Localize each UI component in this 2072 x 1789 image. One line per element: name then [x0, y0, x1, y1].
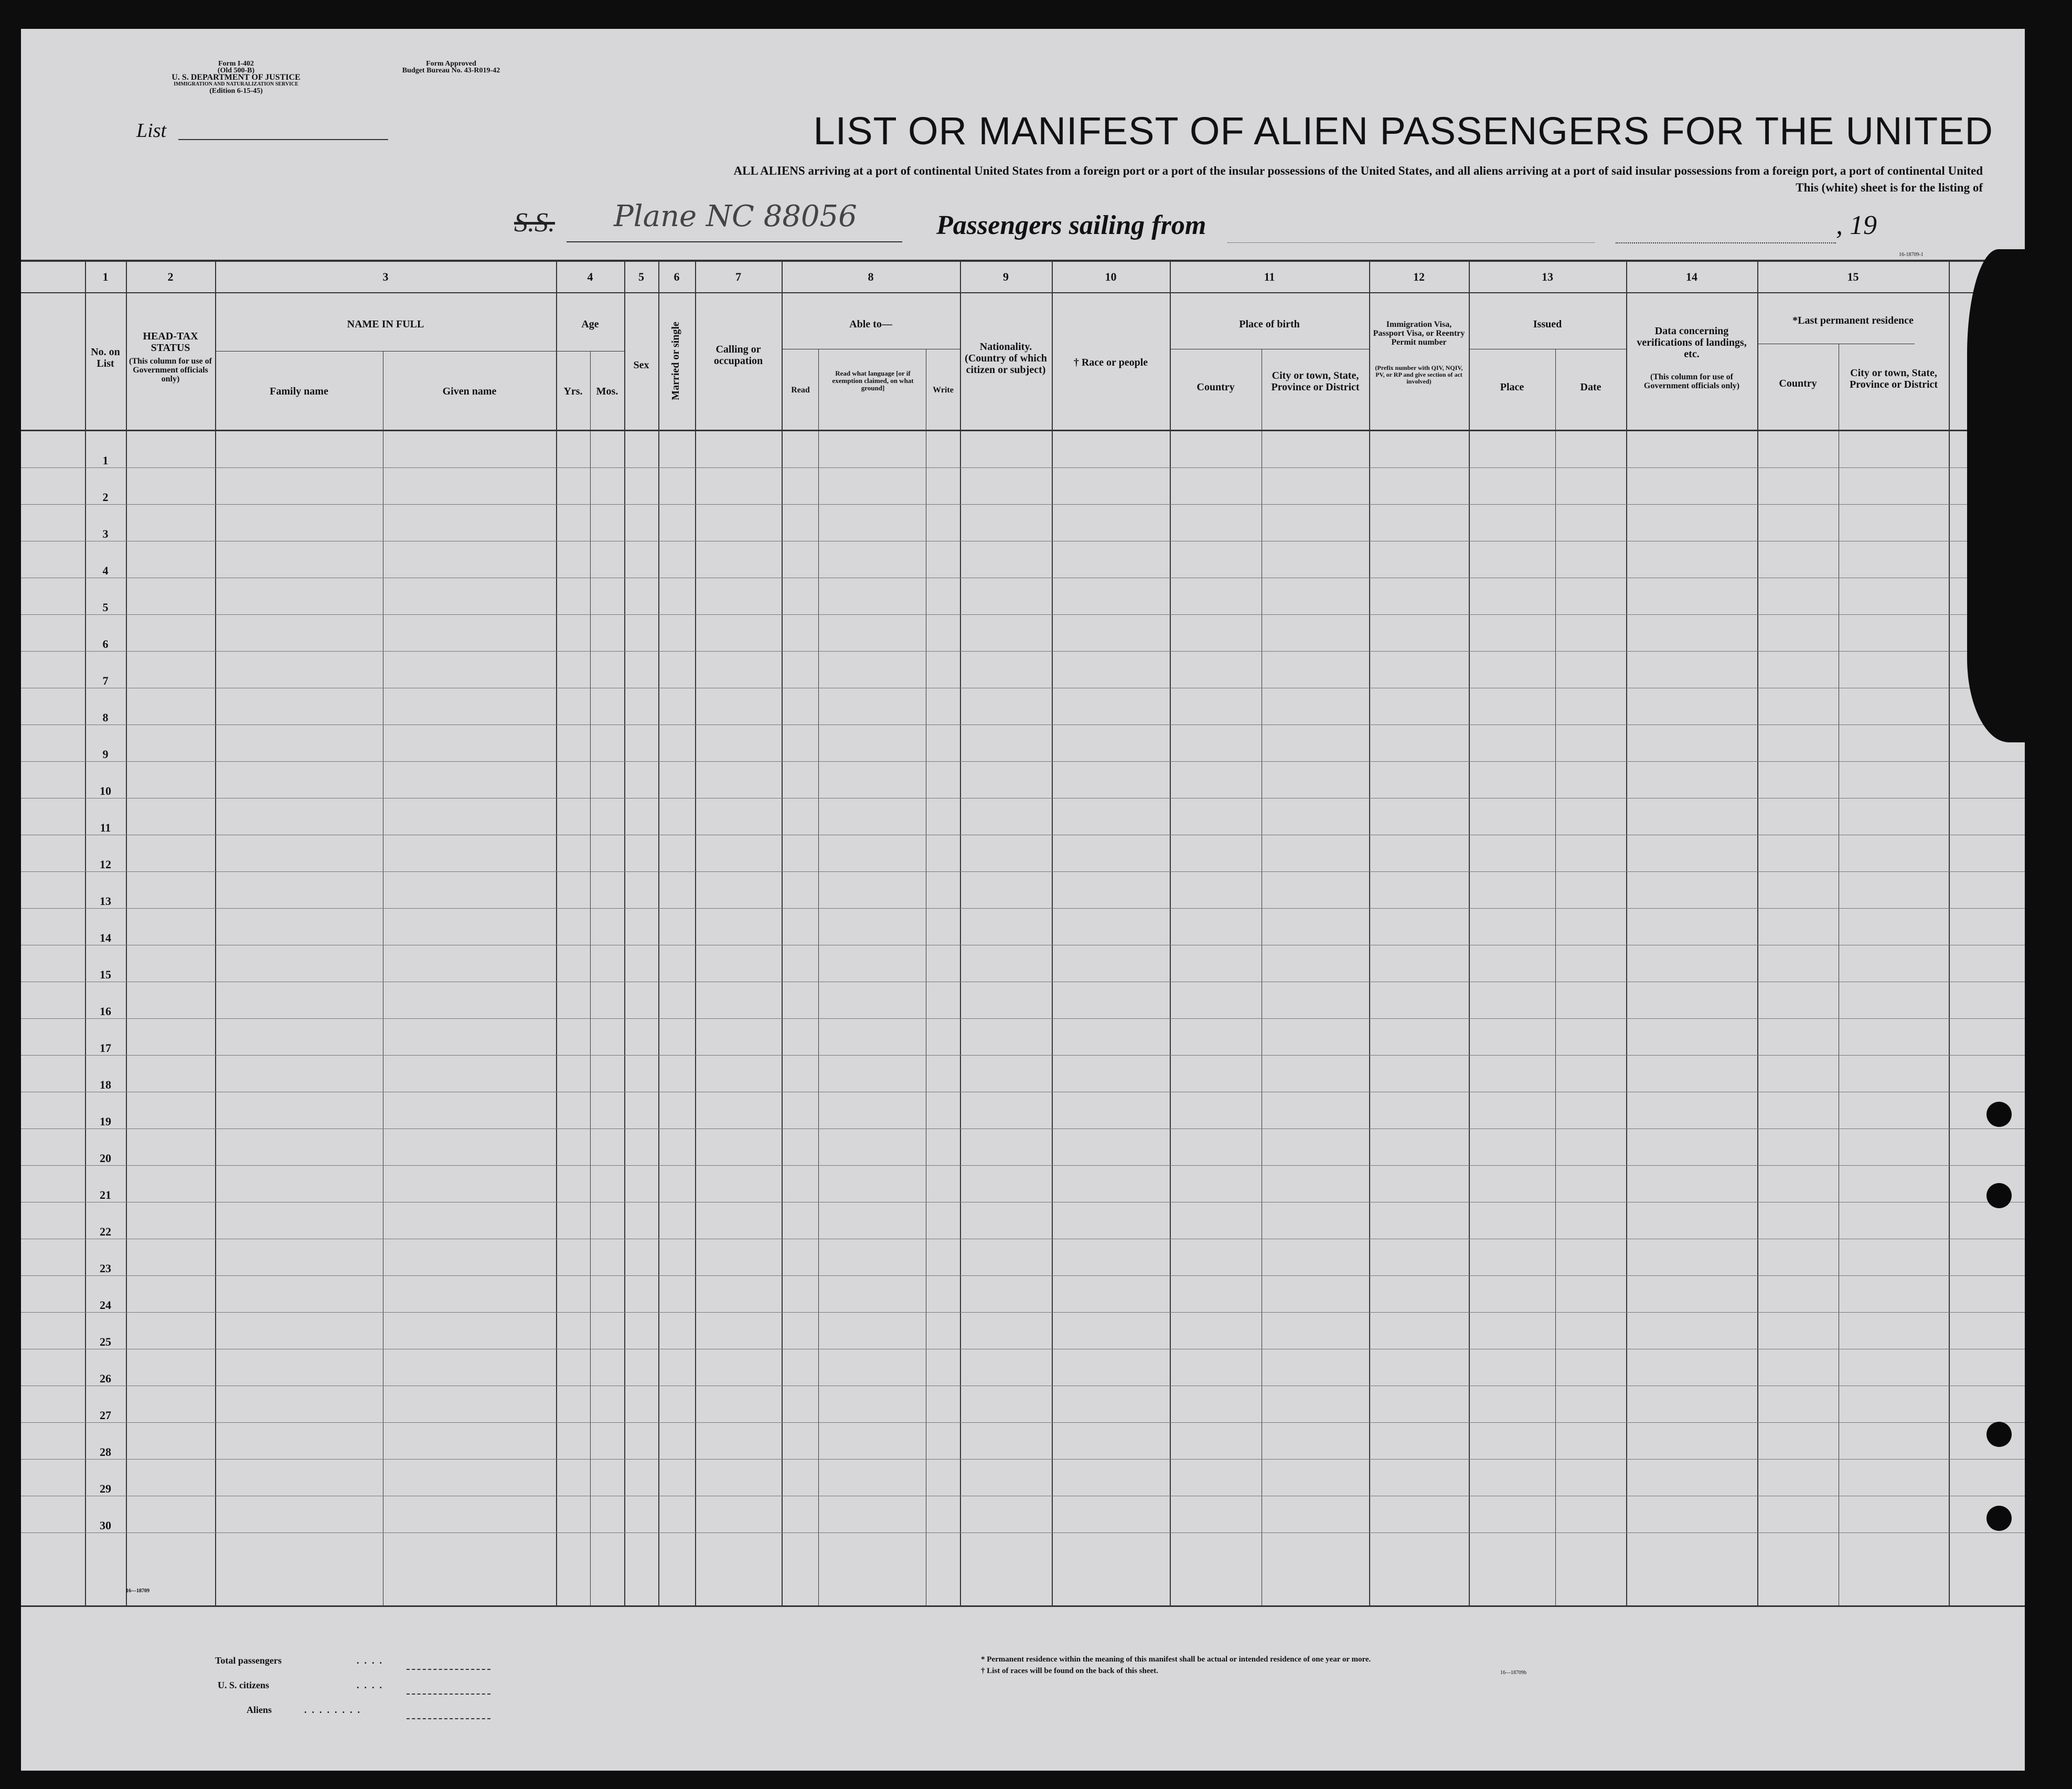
- row-number: 16: [100, 1005, 111, 1018]
- row-number: 30: [100, 1519, 111, 1532]
- row-number: 1: [102, 454, 109, 467]
- col-line: [556, 261, 557, 1606]
- header-visa-note: (Prefix number with QIV, NQIV, PV, or RP and give section of act involved): [1375, 364, 1463, 385]
- list-label: List: [136, 120, 167, 142]
- footnote-residence: * Permanent residence within the meaning of this manifest shall be actual or intended residence of one year or more.: [981, 1655, 1371, 1664]
- row-number: 7: [102, 674, 109, 687]
- binding-hole: [1986, 1102, 2012, 1127]
- row-number: 20: [100, 1152, 111, 1165]
- aliens-dots: ........: [304, 1705, 365, 1715]
- col-line: [1469, 261, 1470, 1606]
- row-number: 22: [100, 1225, 111, 1238]
- budget-bureau: Budget Bureau No. 43-R019-42: [402, 67, 500, 74]
- header-race: † Race or people: [1073, 357, 1148, 368]
- old-form-number: (Old 500-B): [217, 67, 255, 74]
- total-passengers-field: [407, 1668, 490, 1670]
- row-rule: [21, 1018, 2025, 1019]
- row-rule: [21, 871, 2025, 872]
- header-yrs: Yrs.: [563, 386, 583, 397]
- bottom-form-code: 16—18709: [126, 1588, 149, 1594]
- sailing-label: Passengers sailing from: [936, 210, 1206, 240]
- col-line: [695, 261, 696, 1606]
- col-number: 4: [587, 270, 593, 283]
- binding-hole: [1986, 1183, 2012, 1208]
- col-number: 2: [167, 270, 174, 283]
- header-sex: Sex: [633, 359, 649, 371]
- header-head-tax: HEAD-TAX STATUS: [143, 331, 198, 354]
- row-number: 23: [100, 1262, 111, 1275]
- row-number: 17: [100, 1041, 111, 1055]
- header-place-of-birth: Place of birth: [1239, 318, 1300, 330]
- row-rule: [21, 1312, 2025, 1313]
- list-field-line: [178, 139, 388, 140]
- col-line: [1052, 261, 1053, 1606]
- col-number: 9: [1003, 270, 1009, 283]
- row-number: 12: [100, 858, 111, 871]
- row-rule: [21, 467, 2025, 468]
- col-line: [126, 261, 127, 1606]
- column-number-divider: [21, 292, 2025, 293]
- header-res-city: City or town, State, Province or District: [1849, 367, 1938, 390]
- row-number: 3: [102, 527, 109, 540]
- header-res-country: Country: [1779, 378, 1817, 389]
- row-rule: [21, 504, 2025, 505]
- row-rule: [21, 761, 2025, 762]
- header-issued-place: Place: [1500, 381, 1524, 393]
- col-line: [658, 261, 659, 1606]
- row-number: 27: [100, 1409, 111, 1422]
- sailing-port-field: [1227, 241, 1595, 243]
- row-number: 18: [100, 1078, 111, 1091]
- col-line: [960, 261, 961, 1606]
- header-issued-date: Date: [1580, 381, 1601, 393]
- subtitle-line-2: This (white) sheet is for the listing of: [1796, 181, 1983, 194]
- header-issued: Issued: [1533, 318, 1562, 330]
- col-number: 6: [674, 270, 680, 283]
- header-family-name: Family name: [270, 386, 328, 397]
- row-number: 13: [100, 894, 111, 908]
- row-number: 6: [102, 637, 109, 651]
- header-head-tax-note: (This column for use of Government officials only): [129, 357, 212, 384]
- manifest-title: LIST OR MANIFEST OF ALIEN PASSENGERS FOR THE UNITED: [813, 109, 1993, 153]
- col-number: 5: [638, 270, 644, 283]
- header-age: Age: [581, 318, 599, 330]
- row-rule: [21, 1128, 2025, 1129]
- col-line: [1757, 261, 1758, 1606]
- col-line: [1555, 349, 1556, 1606]
- manifest-sheet: [21, 29, 2025, 1771]
- row-number: 14: [100, 931, 111, 944]
- header-read: Read: [791, 386, 810, 395]
- col-line: [1369, 261, 1370, 1606]
- total-passengers-label: Total passengers: [215, 1655, 282, 1666]
- row-number: 11: [100, 821, 111, 834]
- form-approved: Form Approved: [426, 60, 476, 68]
- name-subhead-line: [215, 351, 556, 352]
- row-number: 29: [100, 1482, 111, 1495]
- col-line: [624, 261, 625, 1606]
- header-calling: Calling or occupation: [713, 344, 763, 367]
- col-number: 10: [1105, 270, 1117, 283]
- subtitle-line-1: ALL ALIENS arriving at a port of continental United States from a foreign port or a port of the insular possessions of the United States, and all aliens arriving at a port of said insular possessions from a foreign port, a port of continental United: [733, 164, 1983, 177]
- aliens-field: [407, 1717, 490, 1719]
- form-number-block: [142, 60, 330, 94]
- sailing-date-field: [1616, 241, 1836, 243]
- row-number: 10: [100, 784, 111, 797]
- col-number: 13: [1542, 270, 1553, 283]
- row-rule: [21, 651, 2025, 652]
- row-number: 24: [100, 1298, 111, 1312]
- approval-block: [362, 60, 540, 74]
- header-last-residence: *Last permanent residence: [1792, 315, 1914, 326]
- vessel-prefix: S.S.: [514, 208, 555, 238]
- col-line: [1170, 261, 1171, 1606]
- row-number: 25: [100, 1335, 111, 1348]
- edition: (Edition 6-15-45): [209, 87, 263, 95]
- row-rule: [21, 1055, 2025, 1056]
- header-given-name: Given name: [442, 386, 497, 397]
- header-visa: Immigration Visa, Passport Visa, or Reentry Permit number: [1373, 320, 1465, 347]
- torn-edge: [1967, 249, 2025, 742]
- col-line: [818, 349, 819, 1606]
- footnote-races: † List of races will be found on the back of this sheet.: [981, 1667, 1158, 1675]
- row-number: 9: [102, 748, 109, 761]
- us-citizens-dots: ....: [357, 1680, 387, 1690]
- header-birth-city: City or town, State, Province or District: [1271, 370, 1360, 393]
- vessel-name-handwritten: Plane NC 88056: [614, 199, 857, 233]
- total-passengers-dots: ....: [357, 1655, 387, 1666]
- header-nationality: Nationality. (Country of which citizen or subject): [965, 341, 1047, 376]
- row-number: 26: [100, 1372, 111, 1385]
- col-number: 7: [735, 270, 741, 283]
- header-mos: Mos.: [596, 386, 618, 397]
- col-line: [782, 261, 783, 1606]
- row-number: 8: [102, 711, 109, 724]
- table-top-border: [21, 260, 2025, 262]
- footnote-code: 16—18709b: [1500, 1670, 1526, 1676]
- header-name-in-full: NAME IN FULL: [347, 318, 424, 330]
- row-number: 2: [102, 491, 109, 504]
- header-data-note: (This column for use of Government officials only): [1643, 372, 1740, 390]
- department-name: U. S. DEPARTMENT OF JUSTICE: [172, 73, 301, 82]
- row-rule: [21, 1275, 2025, 1276]
- col-line: [1949, 261, 1950, 1606]
- col-line: [215, 261, 216, 1606]
- row-number: 5: [102, 601, 109, 614]
- row-rule: [21, 614, 2025, 615]
- header-read-language: Read what language [or if exemption claimed, on what ground]: [832, 369, 914, 392]
- vessel-field-line: [567, 241, 902, 242]
- table-bottom-border: [21, 1605, 2025, 1607]
- row-rule: [21, 1165, 2025, 1166]
- col-number: 15: [1847, 270, 1859, 283]
- aliens-label: Aliens: [247, 1705, 272, 1715]
- row-rule: [21, 1422, 2025, 1423]
- row-number: 21: [100, 1188, 111, 1201]
- binding-hole: [1986, 1422, 2012, 1447]
- year-prefix: , 19: [1836, 210, 1877, 240]
- row-number: 19: [100, 1115, 111, 1128]
- corner-code: 16-18709-1: [1899, 252, 1924, 258]
- service-name: IMMIGRATION AND NATURALIZATION SERVICE: [174, 81, 298, 87]
- row-rule: [21, 1532, 2025, 1533]
- col-number: 8: [868, 270, 874, 283]
- row-rule: [21, 908, 2025, 909]
- header-birth-country: Country: [1197, 381, 1235, 393]
- form-number: Form I-402: [218, 60, 254, 68]
- header-no-on-list: No. on List: [91, 346, 120, 369]
- col-line: [590, 351, 591, 1606]
- header-write: Write: [933, 386, 954, 395]
- us-citizens-field: [407, 1692, 490, 1695]
- col-line: [1626, 261, 1627, 1606]
- binding-hole: [1986, 1506, 2012, 1531]
- header-bottom-border: [21, 430, 2025, 431]
- row-number: 28: [100, 1445, 111, 1458]
- header-data-concerning: Data concerning verifications of landings, etc.: [1637, 325, 1747, 360]
- row-number: 15: [100, 968, 111, 981]
- row-rule: [21, 1459, 2025, 1460]
- col-number: 12: [1413, 270, 1425, 283]
- col-number: 1: [102, 270, 109, 283]
- col-number: 11: [1264, 270, 1275, 283]
- row-number: 4: [102, 564, 109, 577]
- us-citizens-label: U. S. citizens: [218, 1680, 269, 1690]
- header-able-to: Able to—: [849, 318, 892, 330]
- col-number: 14: [1686, 270, 1697, 283]
- header-married-single: Married or single: [670, 322, 681, 400]
- col-number: 3: [382, 270, 389, 283]
